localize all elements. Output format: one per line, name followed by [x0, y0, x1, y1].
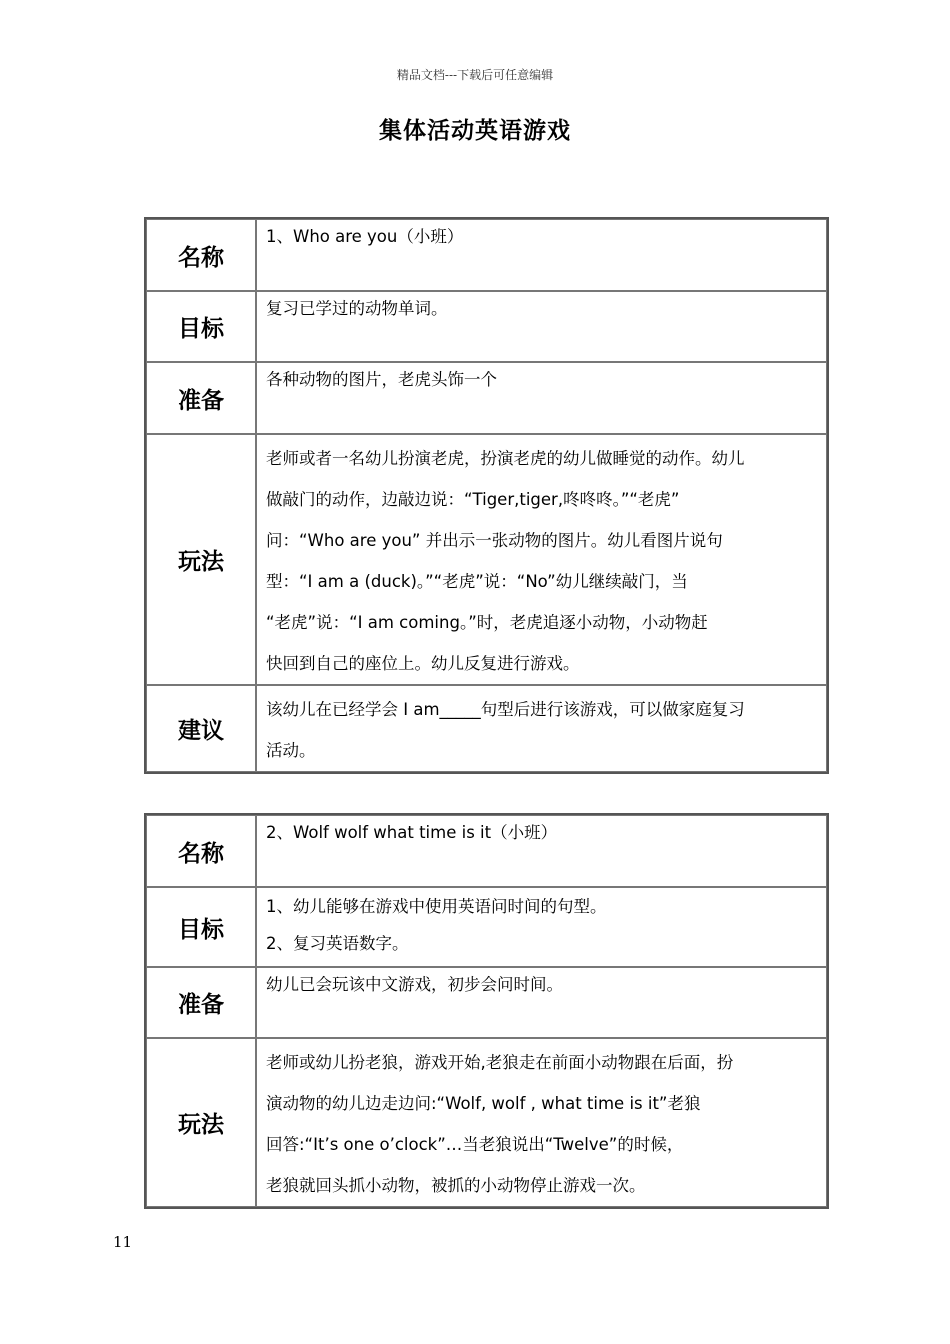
row-content — [256, 887, 827, 967]
row-label: 玩法 — [146, 434, 256, 685]
row-content — [256, 685, 827, 772]
content-line: 快回到自己的座位上。幼儿反复进行游戏。 — [266, 654, 580, 673]
row-content — [256, 219, 827, 291]
table-row — [146, 291, 827, 362]
row-content — [256, 291, 827, 362]
content-line: 1、幼儿能够在游戏中使用英语问时间的句型。 — [266, 897, 607, 916]
content-line: 该幼儿在已经学会 I am_____句型后进行该游戏，可以做家庭复习 — [266, 700, 745, 719]
row-content — [256, 434, 827, 685]
row-label: 目标 — [146, 291, 256, 362]
table-row — [146, 362, 827, 434]
content-line: 2、Wolf wolf what time is it（小班） — [266, 823, 558, 842]
content-line: 老狼就回头抓小动物，被抓的小动物停止游戏一次。 — [266, 1176, 646, 1195]
row-content — [256, 967, 827, 1038]
row-label: 名称 — [146, 815, 256, 887]
table-row — [146, 434, 827, 685]
activity-table-2 — [144, 813, 829, 1209]
table-row — [146, 1038, 827, 1207]
row-label: 建议 — [146, 685, 256, 772]
content-line: 老师或者一名幼儿扮演老虎，扮演老虎的幼儿做睡觉的动作。幼儿 — [266, 449, 745, 468]
row-content — [256, 362, 827, 434]
content-line: 问：“Who are you” 并出示一张动物的图片。幼儿看图片说句 — [266, 531, 723, 550]
row-label: 玩法 — [146, 1038, 256, 1207]
content-line: 各种动物的图片，老虎头饰一个 — [266, 370, 497, 389]
content-line: 复习已学过的动物单词。 — [266, 299, 448, 318]
content-line: 做敲门的动作，边敲边说：“Tiger,tiger,咚咚咚。”“老虎” — [266, 490, 680, 509]
row-label: 准备 — [146, 362, 256, 434]
content-line: 幼儿已会玩该中文游戏，初步会问时间。 — [266, 975, 563, 994]
row-label: 准备 — [146, 967, 256, 1038]
page-header: 精品文档---下载后可任意编辑 — [396, 68, 554, 82]
content-line: 活动。 — [266, 741, 316, 760]
content-line: 回答:“It’s one o’clock”…当老狼说出“Twelve”的时候， — [266, 1135, 684, 1154]
page-number: 11 — [113, 1233, 133, 1251]
row-content — [256, 1038, 827, 1207]
table-row — [146, 219, 827, 291]
content-line: 2、复习英语数字。 — [266, 934, 409, 953]
content-line: 老师或幼儿扮老狼，游戏开始,老狼走在前面小动物跟在后面，扮 — [266, 1053, 734, 1072]
activity-table-1 — [144, 217, 829, 774]
row-label: 名称 — [146, 219, 256, 291]
content-line: 演动物的幼儿边走边问:“Wolf, wolf , what time is it”老狼 — [266, 1094, 701, 1113]
table-row — [146, 685, 827, 772]
content-line: 型：“I am a (duck)。”“老虎”说：“No”幼儿继续敲门，当 — [266, 572, 688, 591]
row-label: 目标 — [146, 887, 256, 967]
row-content — [256, 815, 827, 887]
table-row — [146, 887, 827, 967]
table-row — [146, 967, 827, 1038]
table-row — [146, 815, 827, 887]
content-line: 1、Who are you（小班） — [266, 227, 464, 246]
document-title: 集体活动英语游戏 — [379, 118, 571, 144]
content-line: “老虎”说：“I am coming。”时，老虎追逐小动物，小动物赶 — [266, 613, 708, 632]
